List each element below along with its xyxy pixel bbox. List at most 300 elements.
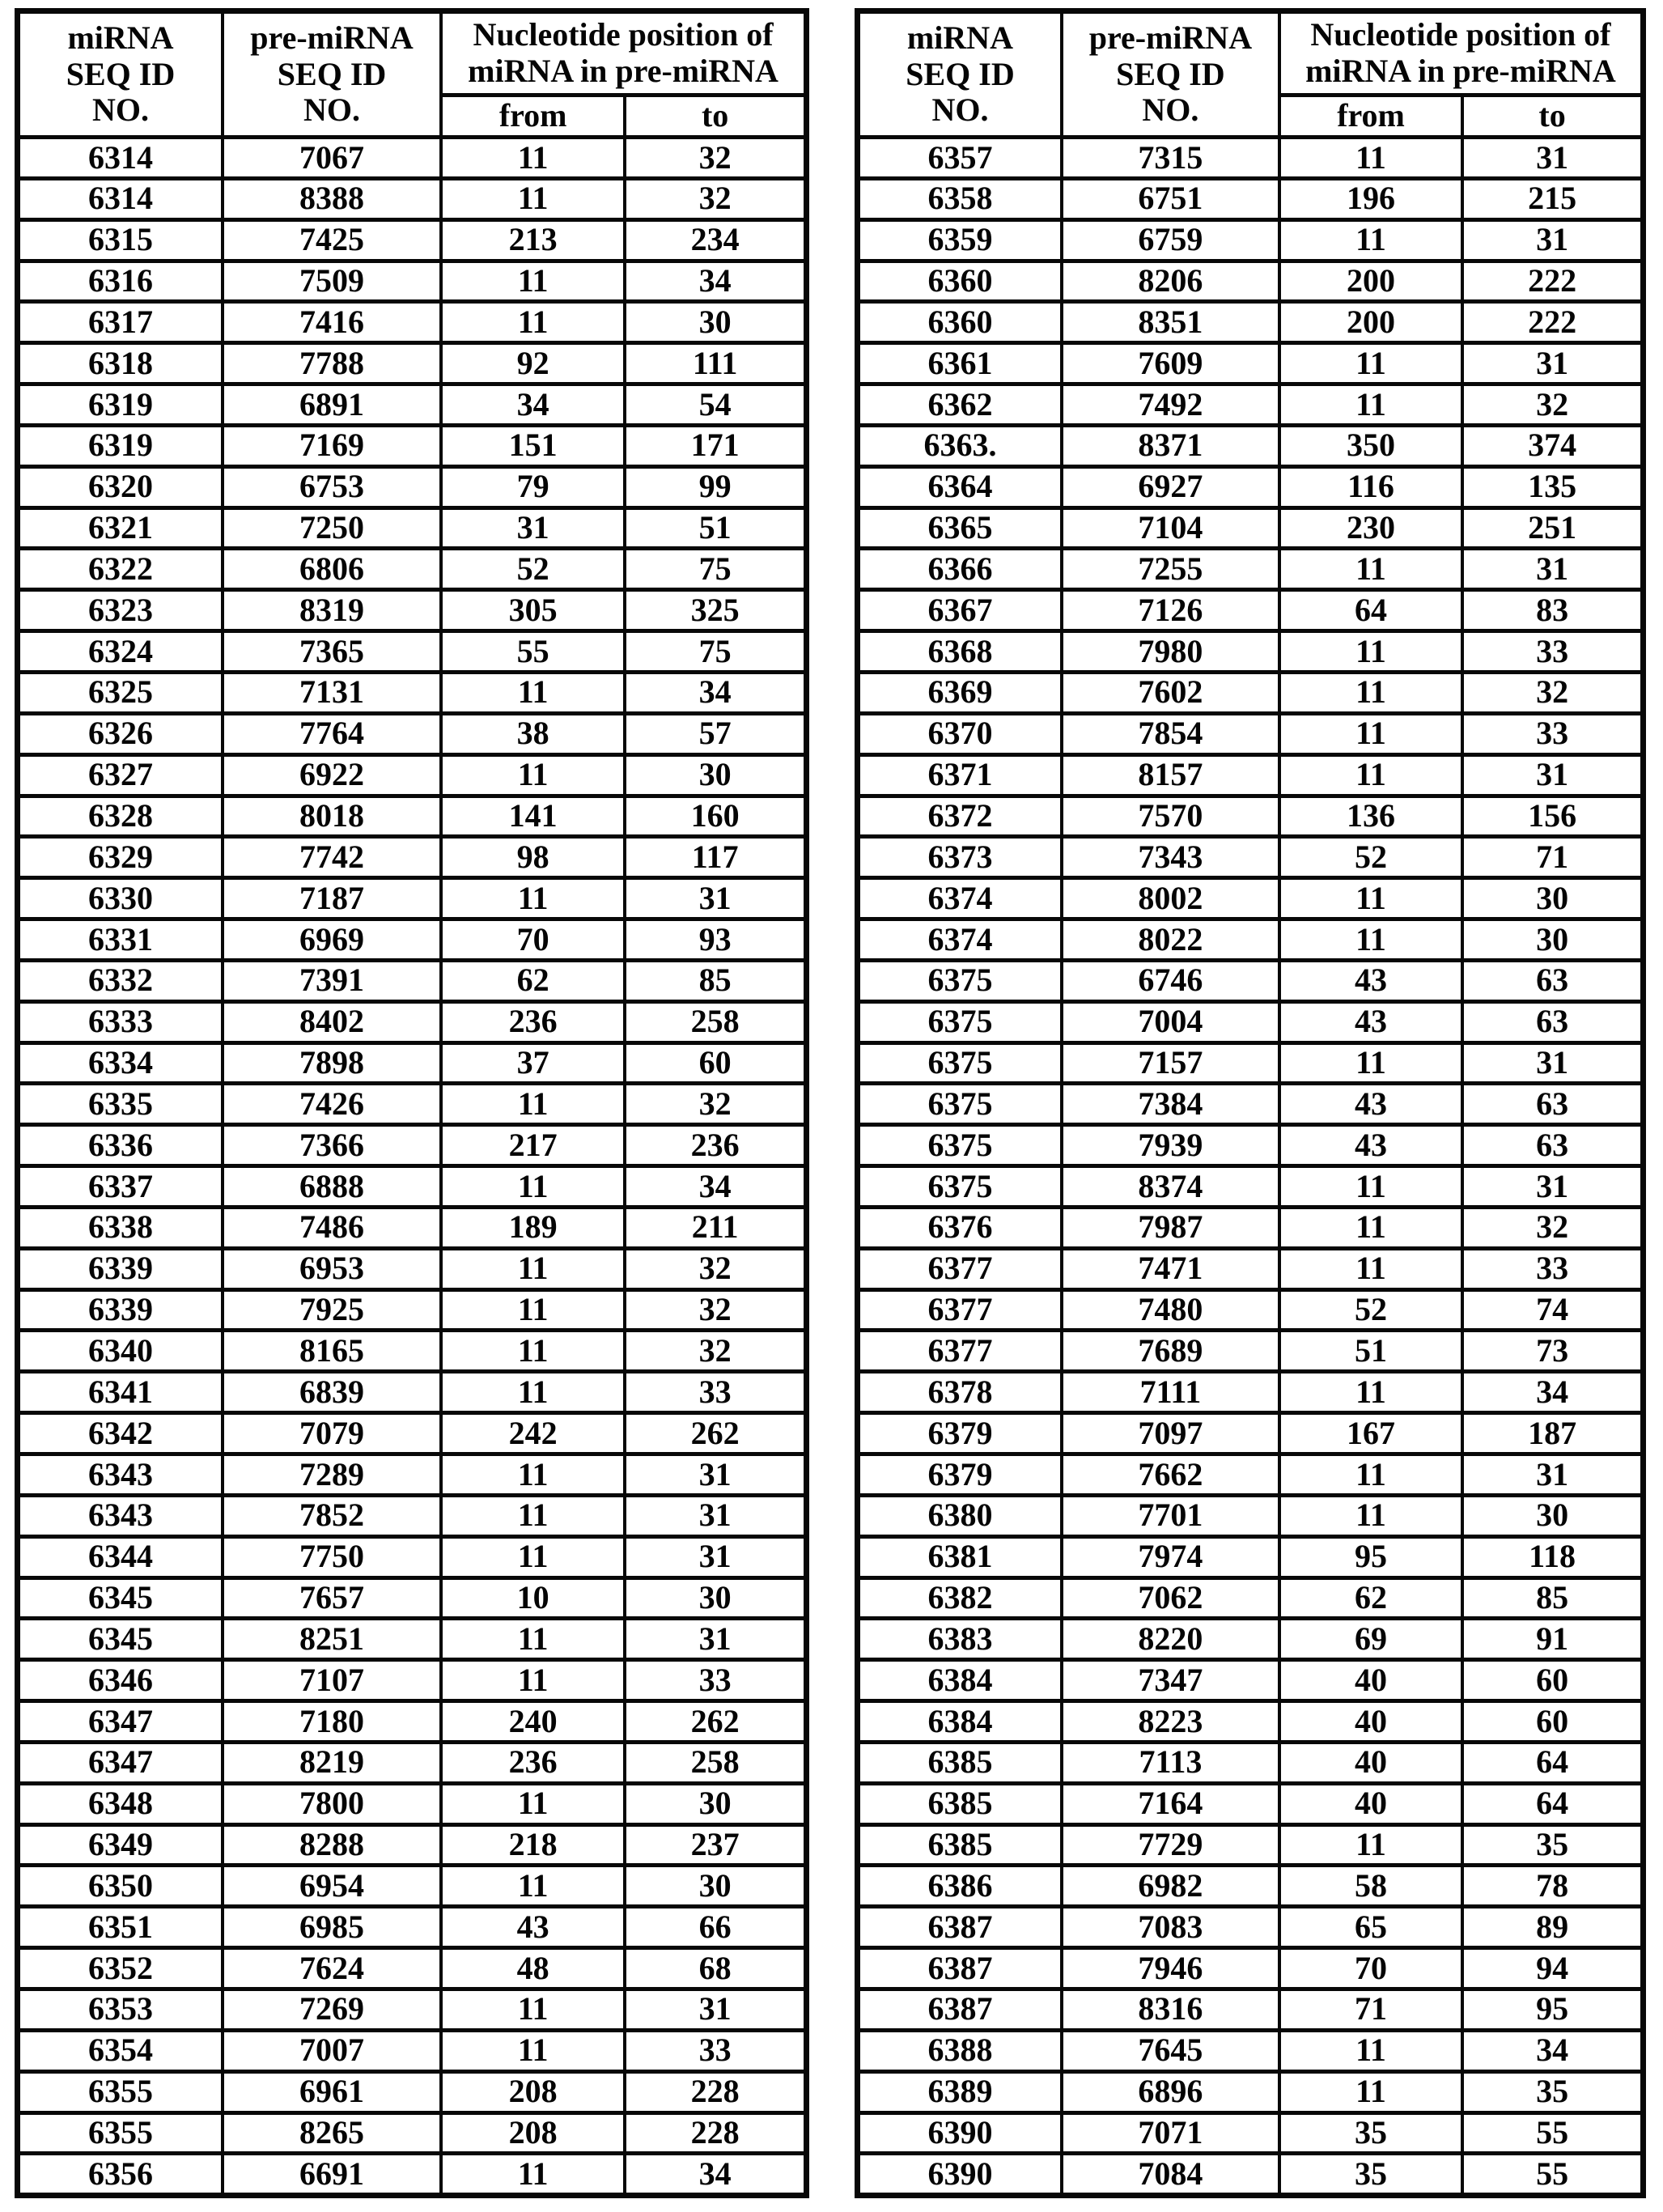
cell: 32 xyxy=(1462,1207,1643,1248)
table-row xyxy=(18,1454,807,1496)
header-from: from xyxy=(1279,96,1462,138)
cell: 31 xyxy=(441,507,625,549)
cell: 7788 xyxy=(223,343,441,384)
table-row xyxy=(18,1783,807,1824)
cell: 91 xyxy=(1462,1619,1643,1660)
table-row xyxy=(858,178,1644,219)
cell: 31 xyxy=(1462,1454,1643,1496)
cell: 6969 xyxy=(223,919,441,961)
cell: 11 xyxy=(1279,343,1462,384)
cell: 89 xyxy=(1462,1907,1643,1948)
table-row xyxy=(18,302,807,343)
cell: 11 xyxy=(441,1454,625,1496)
cell: 6888 xyxy=(223,1166,441,1208)
table-row xyxy=(18,1413,807,1454)
table-row xyxy=(858,1536,1644,1577)
cell: 6891 xyxy=(223,384,441,426)
table-row xyxy=(18,1042,807,1084)
table-row xyxy=(858,1372,1644,1413)
cell: 7701 xyxy=(1062,1495,1279,1536)
cell: 6339 xyxy=(18,1248,223,1289)
cell: 6985 xyxy=(223,1907,441,1948)
cell: 6375 xyxy=(858,1001,1062,1042)
cell: 43 xyxy=(1279,960,1462,1001)
cell: 211 xyxy=(625,1207,806,1248)
cell: 196 xyxy=(1279,178,1462,219)
cell: 6839 xyxy=(223,1372,441,1413)
cell: 215 xyxy=(1462,178,1643,219)
cell: 6364 xyxy=(858,466,1062,507)
cell: 6954 xyxy=(223,1866,441,1907)
table-row xyxy=(18,1948,807,1989)
table-header xyxy=(858,11,1644,138)
cell: 7007 xyxy=(223,2030,441,2071)
table-row xyxy=(18,672,807,713)
cell: 37 xyxy=(441,1042,625,1084)
cell: 71 xyxy=(1279,1989,1462,2030)
cell: 258 xyxy=(625,1001,806,1042)
cell: 34 xyxy=(625,672,806,713)
cell: 6377 xyxy=(858,1248,1062,1289)
cell: 40 xyxy=(1279,1701,1462,1743)
cell: 71 xyxy=(1462,837,1643,878)
table-row xyxy=(858,713,1644,754)
cell: 141 xyxy=(441,796,625,837)
cell: 11 xyxy=(1279,1372,1462,1413)
cell: 6333 xyxy=(18,1001,223,1042)
cell: 7898 xyxy=(223,1042,441,1084)
header-from: from xyxy=(441,96,625,138)
cell: 11 xyxy=(441,2154,625,2196)
table-row xyxy=(18,1289,807,1331)
cell: 34 xyxy=(1462,2030,1643,2071)
cell: 7343 xyxy=(1062,837,1279,878)
cell: 11 xyxy=(441,178,625,219)
cell: 7062 xyxy=(1062,1577,1279,1619)
cell: 6329 xyxy=(18,837,223,878)
cell: 234 xyxy=(625,219,806,261)
cell: 7071 xyxy=(1062,2112,1279,2154)
cell: 6345 xyxy=(18,1619,223,1660)
cell: 63 xyxy=(1462,960,1643,1001)
cell: 62 xyxy=(441,960,625,1001)
table-row xyxy=(18,1536,807,1577)
cell: 30 xyxy=(1462,919,1643,961)
cell: 7492 xyxy=(1062,384,1279,426)
cell: 32 xyxy=(625,178,806,219)
cell: 11 xyxy=(1279,1042,1462,1084)
table-row xyxy=(18,2030,807,2071)
table-row xyxy=(858,138,1644,179)
cell: 6338 xyxy=(18,1207,223,1248)
table-row xyxy=(18,1619,807,1660)
table-header xyxy=(18,11,807,138)
cell: 7509 xyxy=(223,261,441,302)
cell: 7391 xyxy=(223,960,441,1001)
cell: 136 xyxy=(1279,796,1462,837)
cell: 6361 xyxy=(858,343,1062,384)
cell: 8223 xyxy=(1062,1701,1279,1743)
table-row xyxy=(18,1166,807,1208)
cell: 34 xyxy=(625,261,806,302)
table-row xyxy=(18,919,807,961)
header-pre-mirna-seq-id: pre-miRNA SEQ ID NO. xyxy=(1062,11,1279,138)
cell: 6328 xyxy=(18,796,223,837)
cell: 8220 xyxy=(1062,1619,1279,1660)
cell: 156 xyxy=(1462,796,1643,837)
cell: 6368 xyxy=(858,631,1062,673)
cell: 6324 xyxy=(18,631,223,673)
table-row xyxy=(18,1577,807,1619)
cell: 7662 xyxy=(1062,1454,1279,1496)
cell: 7729 xyxy=(1062,1824,1279,1866)
cell: 6320 xyxy=(18,466,223,507)
cell: 7084 xyxy=(1062,2154,1279,2196)
cell: 6379 xyxy=(858,1454,1062,1496)
cell: 58 xyxy=(1279,1866,1462,1907)
cell: 111 xyxy=(625,343,806,384)
cell: 6314 xyxy=(18,178,223,219)
cell: 11 xyxy=(441,1166,625,1208)
header-to: to xyxy=(625,96,806,138)
table-row xyxy=(858,1866,1644,1907)
cell: 7602 xyxy=(1062,672,1279,713)
cell: 11 xyxy=(441,1495,625,1536)
cell: 94 xyxy=(1462,1948,1643,1989)
cell: 31 xyxy=(1462,1166,1643,1208)
cell: 236 xyxy=(441,1001,625,1042)
cell: 98 xyxy=(441,837,625,878)
table-row xyxy=(858,1701,1644,1743)
cell: 251 xyxy=(1462,507,1643,549)
cell: 75 xyxy=(625,549,806,590)
cell: 6360 xyxy=(858,302,1062,343)
cell: 6357 xyxy=(858,138,1062,179)
cell: 85 xyxy=(625,960,806,1001)
cell: 7347 xyxy=(1062,1660,1279,1701)
table-row xyxy=(858,219,1644,261)
cell: 6388 xyxy=(858,2030,1062,2071)
table-row xyxy=(858,960,1644,1001)
cell: 6375 xyxy=(858,960,1062,1001)
cell: 95 xyxy=(1279,1536,1462,1577)
cell: 7187 xyxy=(223,878,441,919)
cell: 33 xyxy=(1462,1248,1643,1289)
cell: 65 xyxy=(1279,1907,1462,1948)
table-row xyxy=(858,425,1644,466)
cell: 6366 xyxy=(858,549,1062,590)
cell: 35 xyxy=(1279,2112,1462,2154)
header-pre-mirna-seq-id: pre-miRNA SEQ ID NO. xyxy=(223,11,441,138)
table-row xyxy=(858,1166,1644,1208)
cell: 85 xyxy=(1462,1577,1643,1619)
cell: 43 xyxy=(1279,1125,1462,1166)
table-row xyxy=(858,1125,1644,1166)
cell: 374 xyxy=(1462,425,1643,466)
cell: 6351 xyxy=(18,1907,223,1948)
mirna-position-table-left xyxy=(15,8,809,2198)
cell: 11 xyxy=(441,1619,625,1660)
cell: 8402 xyxy=(223,1001,441,1042)
cell: 6365 xyxy=(858,507,1062,549)
cell: 11 xyxy=(1279,713,1462,754)
cell: 66 xyxy=(625,1907,806,1948)
cell: 11 xyxy=(1279,631,1462,673)
cell: 6390 xyxy=(858,2112,1062,2154)
table-row xyxy=(18,878,807,919)
cell: 63 xyxy=(1462,1001,1643,1042)
cell: 6371 xyxy=(858,754,1062,796)
cell: 6374 xyxy=(858,919,1062,961)
cell: 40 xyxy=(1279,1783,1462,1824)
table-row xyxy=(18,549,807,590)
cell: 6342 xyxy=(18,1413,223,1454)
cell: 11 xyxy=(441,2030,625,2071)
cell: 35 xyxy=(1462,2071,1643,2112)
cell: 160 xyxy=(625,796,806,837)
cell: 31 xyxy=(1462,343,1643,384)
cell: 30 xyxy=(1462,1495,1643,1536)
cell: 6335 xyxy=(18,1084,223,1125)
cell: 6759 xyxy=(1062,219,1279,261)
cell: 34 xyxy=(625,1166,806,1208)
cell: 6377 xyxy=(858,1331,1062,1372)
cell: 7067 xyxy=(223,138,441,179)
cell: 60 xyxy=(1462,1701,1643,1743)
cell: 6375 xyxy=(858,1042,1062,1084)
table-row xyxy=(858,507,1644,549)
cell: 6325 xyxy=(18,672,223,713)
cell: 6384 xyxy=(858,1701,1062,1743)
cell: 8157 xyxy=(1062,754,1279,796)
cell: 30 xyxy=(625,1577,806,1619)
cell: 7083 xyxy=(1062,1907,1279,1948)
cell: 6326 xyxy=(18,713,223,754)
table-row xyxy=(18,1207,807,1248)
cell: 54 xyxy=(625,384,806,426)
cell: 95 xyxy=(1462,1989,1643,2030)
cell: 11 xyxy=(1279,919,1462,961)
cell: 31 xyxy=(1462,1042,1643,1084)
table-row xyxy=(858,1907,1644,1948)
table-row xyxy=(858,919,1644,961)
cell: 8002 xyxy=(1062,878,1279,919)
cell: 7925 xyxy=(223,1289,441,1331)
cell: 305 xyxy=(441,590,625,631)
cell: 262 xyxy=(625,1701,806,1743)
cell: 7987 xyxy=(1062,1207,1279,1248)
cell: 69 xyxy=(1279,1619,1462,1660)
cell: 6336 xyxy=(18,1125,223,1166)
cell: 34 xyxy=(625,2154,806,2196)
table-row xyxy=(18,1248,807,1289)
table-row xyxy=(18,1001,807,1042)
cell: 7800 xyxy=(223,1783,441,1824)
cell: 33 xyxy=(1462,631,1643,673)
cell: 31 xyxy=(625,1454,806,1496)
cell: 93 xyxy=(625,919,806,961)
table-row xyxy=(858,2071,1644,2112)
cell: 11 xyxy=(1279,1495,1462,1536)
cell: 6389 xyxy=(858,2071,1062,2112)
cell: 33 xyxy=(625,2030,806,2071)
cell: 31 xyxy=(625,1989,806,2030)
cell: 62 xyxy=(1279,1577,1462,1619)
cell: 6314 xyxy=(18,138,223,179)
cell: 6350 xyxy=(18,1866,223,1907)
cell: 6346 xyxy=(18,1660,223,1701)
cell: 7104 xyxy=(1062,507,1279,549)
cell: 6922 xyxy=(223,754,441,796)
cell: 11 xyxy=(1279,1166,1462,1208)
cell: 135 xyxy=(1462,466,1643,507)
table-row xyxy=(858,1042,1644,1084)
cell: 6982 xyxy=(1062,1866,1279,1907)
cell: 31 xyxy=(1462,754,1643,796)
cell: 187 xyxy=(1462,1413,1643,1454)
table-row xyxy=(858,1289,1644,1331)
table-row xyxy=(858,2112,1644,2154)
cell: 6953 xyxy=(223,1248,441,1289)
cell: 11 xyxy=(441,1331,625,1372)
table-row xyxy=(18,631,807,673)
cell: 6360 xyxy=(858,261,1062,302)
cell: 8219 xyxy=(223,1742,441,1783)
cell: 7111 xyxy=(1062,1372,1279,1413)
cell: 8206 xyxy=(1062,261,1279,302)
cell: 237 xyxy=(625,1824,806,1866)
cell: 6347 xyxy=(18,1701,223,1743)
table-row xyxy=(18,1824,807,1866)
table-row xyxy=(18,178,807,219)
cell: 6691 xyxy=(223,2154,441,2196)
table-row xyxy=(18,1331,807,1372)
table-row xyxy=(858,1454,1644,1496)
table-row xyxy=(858,1495,1644,1536)
cell: 11 xyxy=(1279,1454,1462,1496)
cell: 8388 xyxy=(223,178,441,219)
cell: 11 xyxy=(441,1248,625,1289)
cell: 6380 xyxy=(858,1495,1062,1536)
cell: 30 xyxy=(1462,878,1643,919)
cell: 35 xyxy=(1279,2154,1462,2196)
table-row xyxy=(858,1783,1644,1824)
cell: 6896 xyxy=(1062,2071,1279,2112)
cell: 6343 xyxy=(18,1454,223,1496)
mirna-position-table-right xyxy=(855,8,1646,2198)
table-row xyxy=(18,261,807,302)
table-row xyxy=(18,713,807,754)
cell: 6345 xyxy=(18,1577,223,1619)
cell: 79 xyxy=(441,466,625,507)
cell: 6390 xyxy=(858,2154,1062,2196)
table-row xyxy=(858,1660,1644,1701)
cell: 31 xyxy=(1462,219,1643,261)
cell: 6751 xyxy=(1062,178,1279,219)
cell: 60 xyxy=(1462,1660,1643,1701)
cell: 6340 xyxy=(18,1331,223,1372)
cell: 11 xyxy=(441,672,625,713)
cell: 6331 xyxy=(18,919,223,961)
cell: 8371 xyxy=(1062,425,1279,466)
cell: 63 xyxy=(1462,1084,1643,1125)
cell: 30 xyxy=(625,754,806,796)
cell: 55 xyxy=(1462,2112,1643,2154)
cell: 6339 xyxy=(18,1289,223,1331)
cell: 8018 xyxy=(223,796,441,837)
cell: 8316 xyxy=(1062,1989,1279,2030)
cell: 6746 xyxy=(1062,960,1279,1001)
cell: 6373 xyxy=(858,837,1062,878)
cell: 11 xyxy=(1279,754,1462,796)
cell: 31 xyxy=(1462,138,1643,179)
cell: 70 xyxy=(441,919,625,961)
table-row xyxy=(858,631,1644,673)
cell: 32 xyxy=(625,1084,806,1125)
table-row xyxy=(858,549,1644,590)
cell: 6344 xyxy=(18,1536,223,1577)
cell: 7384 xyxy=(1062,1084,1279,1125)
cell: 8265 xyxy=(223,2112,441,2154)
cell: 7852 xyxy=(223,1495,441,1536)
cell: 32 xyxy=(625,1248,806,1289)
cell: 6387 xyxy=(858,1948,1062,1989)
cell: 11 xyxy=(441,302,625,343)
cell: 70 xyxy=(1279,1948,1462,1989)
table-row xyxy=(18,1907,807,1948)
cell: 32 xyxy=(1462,384,1643,426)
cell: 8319 xyxy=(223,590,441,631)
cell: 32 xyxy=(625,138,806,179)
table-row xyxy=(18,754,807,796)
cell: 6367 xyxy=(858,590,1062,631)
header-mirna-seq-id: miRNA SEQ ID NO. xyxy=(18,11,223,138)
cell: 43 xyxy=(1279,1084,1462,1125)
cell: 6341 xyxy=(18,1372,223,1413)
table-row xyxy=(18,960,807,1001)
cell: 7657 xyxy=(223,1577,441,1619)
table-row xyxy=(858,672,1644,713)
cell: 258 xyxy=(625,1742,806,1783)
cell: 6315 xyxy=(18,219,223,261)
cell: 6386 xyxy=(858,1866,1062,1907)
cell: 6806 xyxy=(223,549,441,590)
cell: 11 xyxy=(441,1866,625,1907)
cell: 6370 xyxy=(858,713,1062,754)
cell: 33 xyxy=(625,1660,806,1701)
cell: 64 xyxy=(1279,590,1462,631)
table-row xyxy=(18,796,807,837)
cell: 6362 xyxy=(858,384,1062,426)
cell: 6334 xyxy=(18,1042,223,1084)
cell: 6385 xyxy=(858,1824,1062,1866)
cell: 7416 xyxy=(223,302,441,343)
cell: 11 xyxy=(1279,672,1462,713)
table-row xyxy=(858,590,1644,631)
cell: 7974 xyxy=(1062,1536,1279,1577)
cell: 6354 xyxy=(18,2030,223,2071)
cell: 7004 xyxy=(1062,1001,1279,1042)
cell: 6323 xyxy=(18,590,223,631)
cell: 11 xyxy=(1279,2071,1462,2112)
cell: 31 xyxy=(1462,549,1643,590)
cell: 7480 xyxy=(1062,1289,1279,1331)
cell: 7366 xyxy=(223,1125,441,1166)
cell: 7157 xyxy=(1062,1042,1279,1084)
cell: 6321 xyxy=(18,507,223,549)
cell: 8165 xyxy=(223,1331,441,1372)
cell: 7486 xyxy=(223,1207,441,1248)
